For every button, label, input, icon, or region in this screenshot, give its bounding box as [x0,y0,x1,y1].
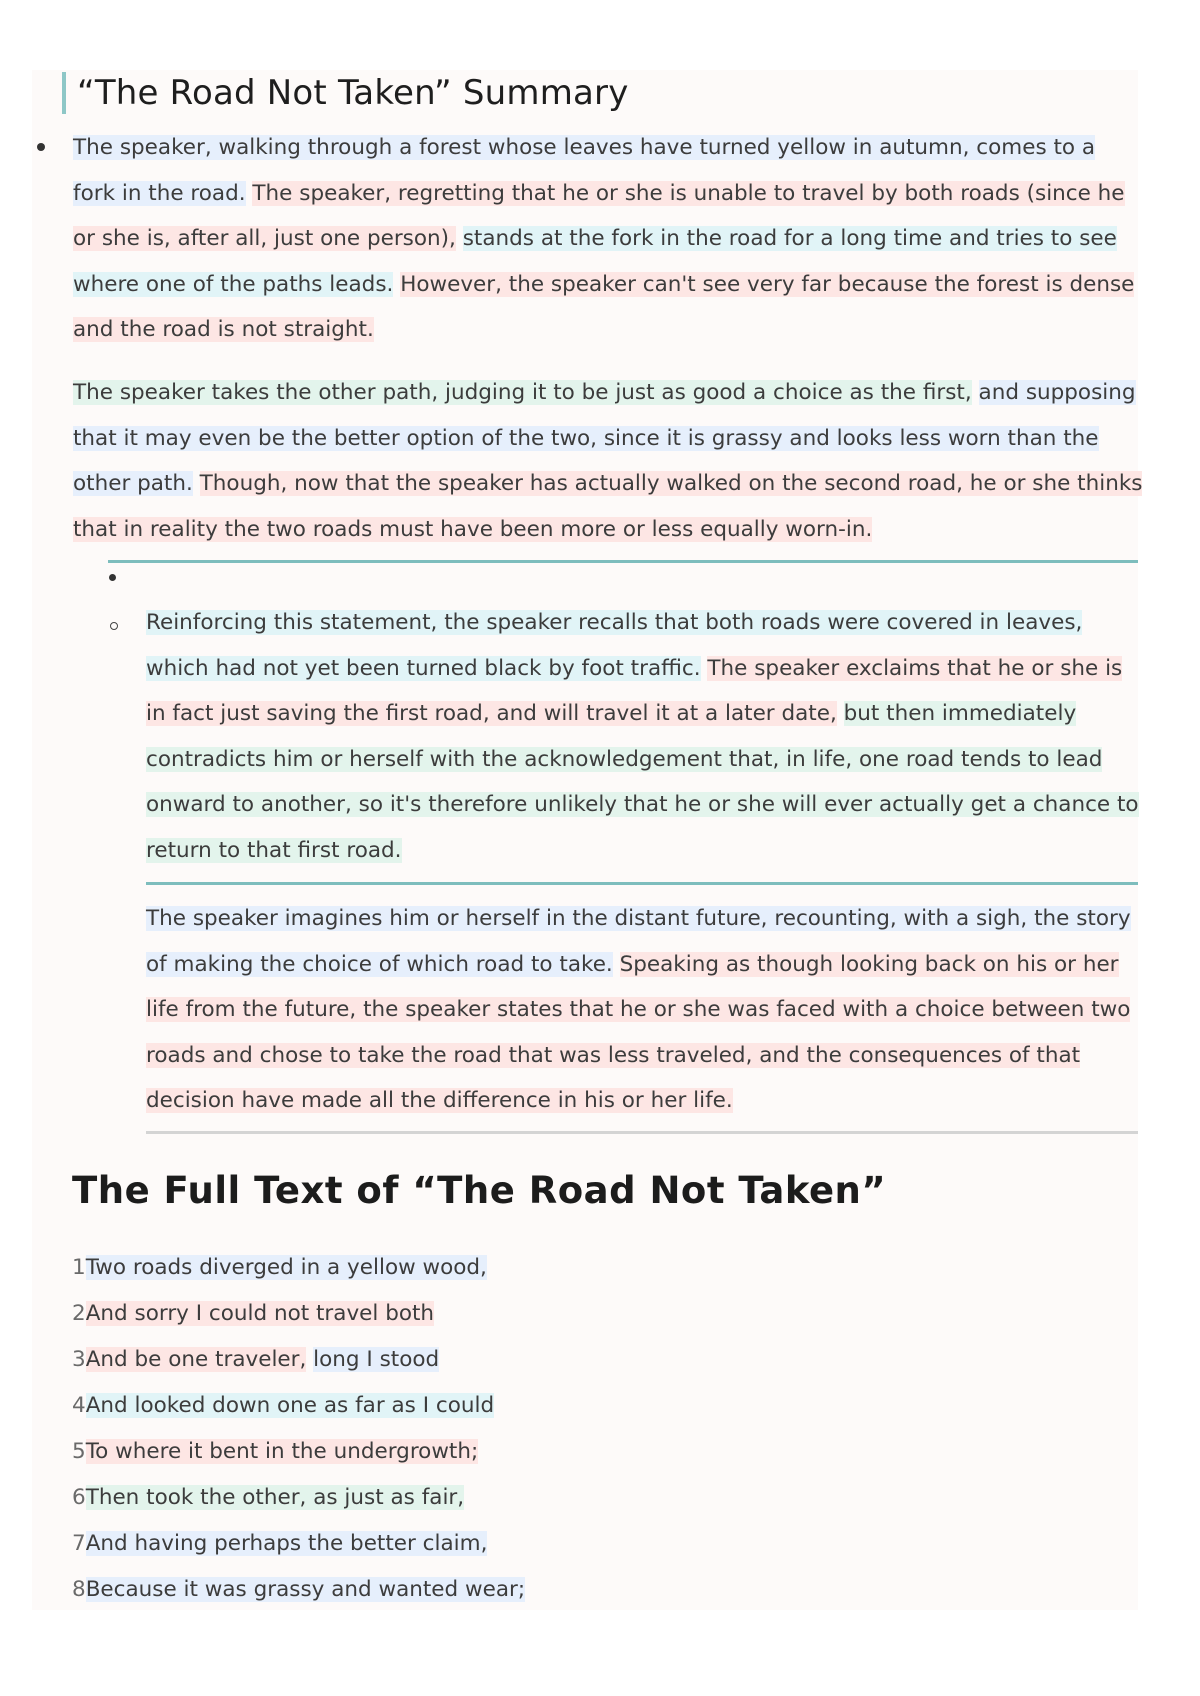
poem-line [72,1343,439,1377]
sentence: Reinforcing this statement, the speaker recalls that both roads were covered in leaves, which had not yet been turned black by foot traffic. [146,610,1083,681]
line-number: 3 [72,1347,86,1372]
summary-paragraph-4 [146,896,1142,1124]
line-text: And be one traveler, [85,1347,307,1372]
line-text: Two roads diverged in a yellow wood, [85,1255,487,1280]
section-divider [108,560,1138,563]
sentence: but then immediately contradicts him or herself with the acknowledgement that, in life, one road tends to lead onward to another, so it's therefore unlikely that he or she will ever actually get a chance to return to that first road. [146,701,1139,863]
line-text: And looked down one as far as I could [85,1393,495,1418]
sentence: However, the speaker can't see very far because the forest is dense and the road is not straight. [73,271,1135,342]
sentence: stands at the fork in the road for a long time and tries to see where one of the paths leads. [73,226,1117,297]
sub-bullet-icon [110,622,118,630]
summary-paragraph-3 [146,600,1142,873]
full-text-heading: The Full Text of “The Road Not Taken” [72,1169,887,1212]
line-number: 7 [72,1531,86,1556]
section-divider [146,1131,1138,1134]
poem-line [72,1251,487,1285]
summary-paragraph-1 [73,125,1143,353]
line-text: And having perhaps the better claim, [85,1531,488,1556]
poem-line [72,1573,525,1607]
line-number: 5 [72,1439,86,1464]
sentence: The speaker exclaims that he or she is in fact just saving the first road, and will travel it at a later date, [146,655,1123,726]
bullet-icon [37,143,45,151]
sentence: The speaker, walking through a forest whose leaves have turned yellow in autumn, comes to a fork in the road. [73,135,1096,206]
line-number: 1 [72,1255,86,1280]
sentence: Though, now that the speaker has actually walked on the second road, he or she thinks that in reality the two roads must have been more or less equally worn-in. [73,471,1143,542]
poem-line [72,1527,487,1561]
line-text: To where it bent in the undergrowth; [85,1439,479,1464]
sentence: The speaker takes the other path, judging it to be just as good a choice as the first, [73,380,972,405]
summary-heading: “The Road Not Taken” Summary [62,72,629,114]
bullet-icon [109,574,116,581]
section-divider [146,882,1138,885]
poem-line [72,1481,464,1515]
line-text: Then took the other, as just as fair, [85,1485,465,1510]
poem-line [72,1435,478,1469]
summary-paragraph-2 [73,370,1143,552]
sentence: Speaking as though looking back on his or her life from the future, the speaker states that he or she was faced with a choice between two roads and chose to take the road that was less traveled, and the consequences of that decision have made all the difference in his or her life. [146,951,1131,1113]
sentence: The speaker, regretting that he or she is unable to travel by both roads (since he or she is, after all, just one person), [73,180,1125,251]
line-number: 8 [72,1577,86,1602]
line-number: 4 [72,1393,86,1418]
sentence: The speaker imagines him or herself in the distant future, recounting, with a sigh, the story of making the choice of which road to take. [146,906,1131,977]
line-number: 6 [72,1485,86,1510]
line-text: long I stood [313,1347,440,1372]
line-text: Because it was grassy and wanted wear; [85,1577,526,1602]
line-number: 2 [72,1301,86,1326]
poem-line [72,1389,494,1423]
line-text: And sorry I could not travel both [85,1301,435,1326]
poem-line [72,1297,434,1331]
sentence: and supposing that it may even be the better option of the two, since it is grassy and looks less worn than the other path. [73,380,1136,496]
